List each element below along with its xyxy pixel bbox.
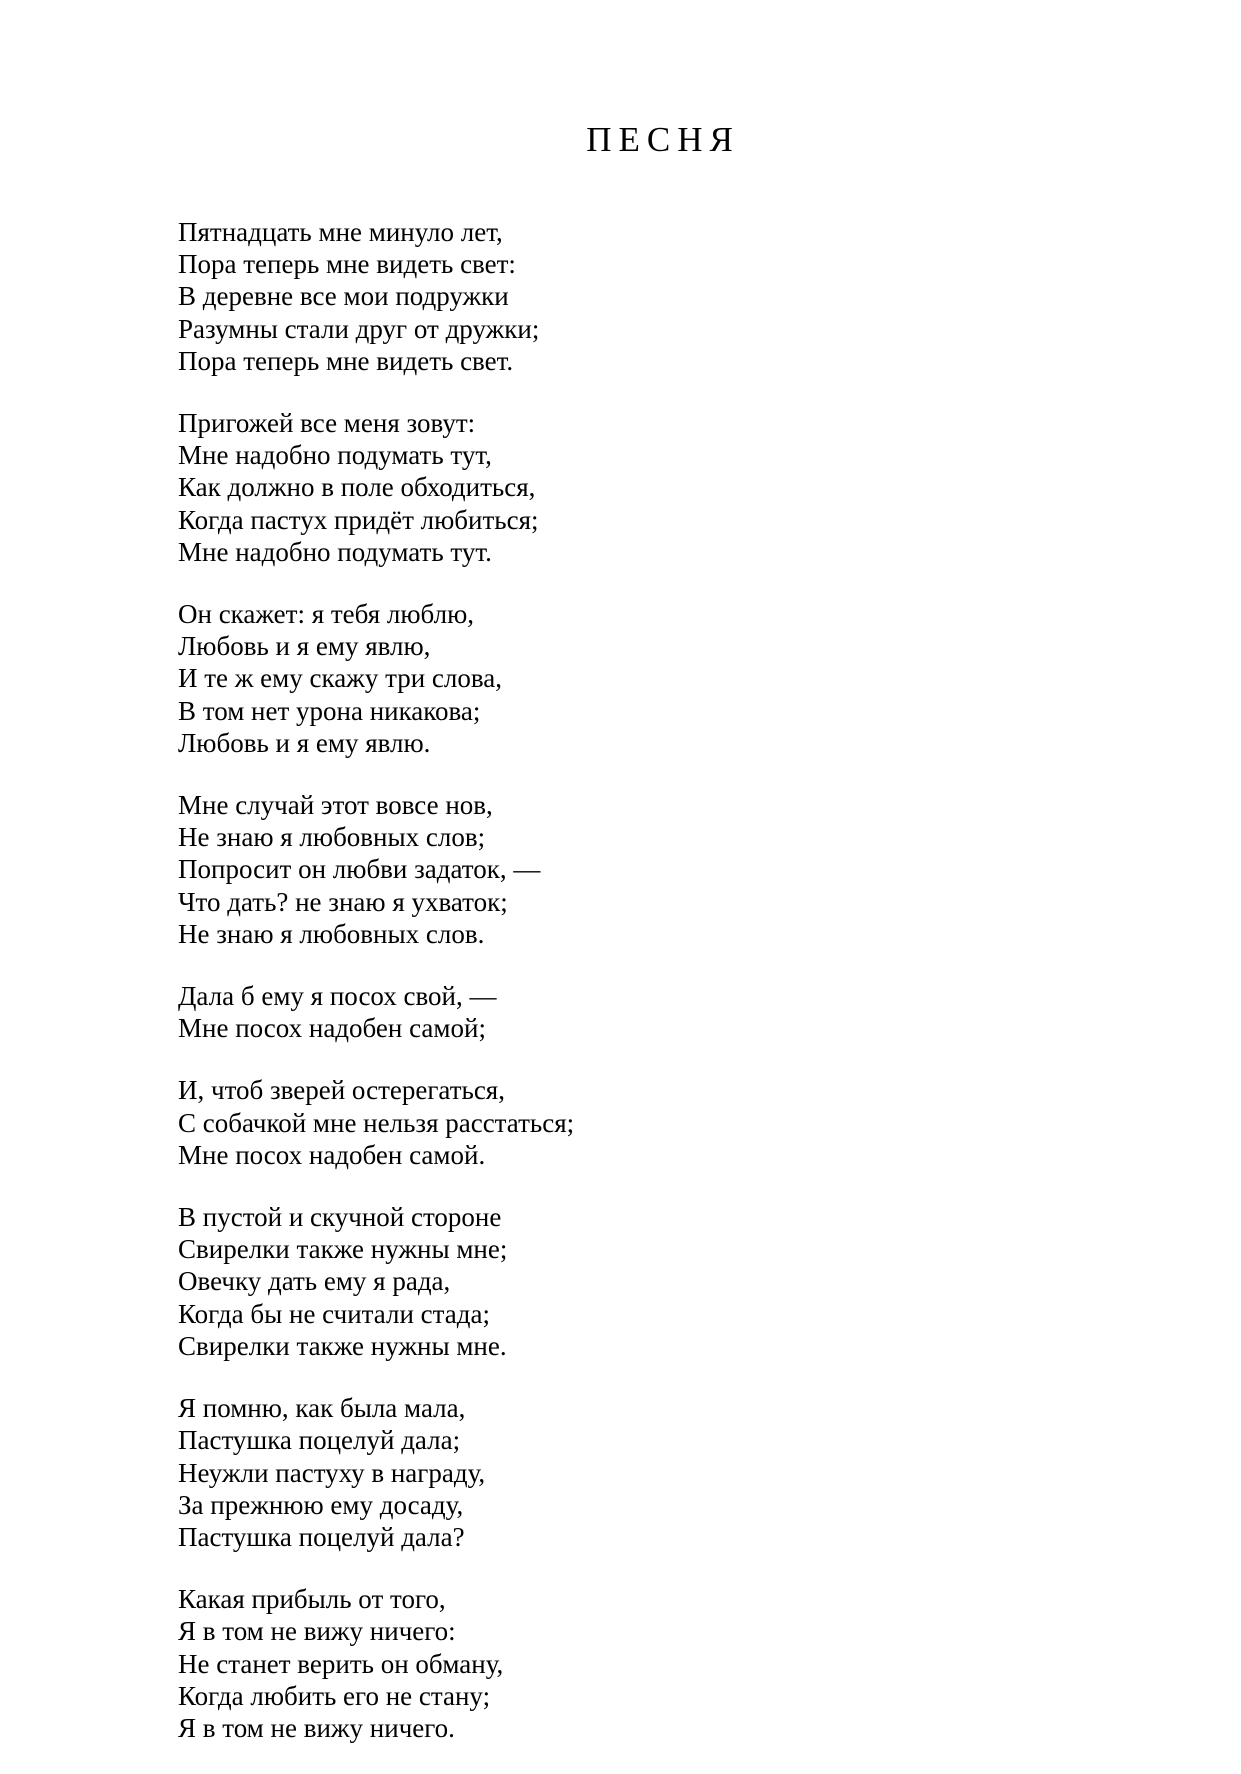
poem-line: С собачкой мне нельзя расстаться; [178,1107,575,1138]
poem-line: В пустой и скучной стороне [178,1202,502,1233]
poem-line: Он скажет: я тебя люблю, [178,599,474,630]
poem-line: Я в том не вижу ничего. [178,1712,455,1743]
poem-line: Пастушка поцелуй дала; [178,1425,461,1456]
poem-line: Не знаю я любовных слов. [178,918,485,949]
poem-line: И те ж ему скажу три слова, [178,663,502,694]
poem-line: Разумны стали друг от дружки; [178,313,540,344]
poem-line: В деревне все мои подружки [178,281,509,312]
poem-line: Овечку дать ему я рада, [178,1266,451,1297]
stanza-5 [178,980,1078,1044]
poem-line: Мне надобно подумать тут. [178,536,492,567]
poem-line: Мне посох надобен самой. [178,1139,486,1170]
poem-line: Дала б ему я посох свой, — [178,981,497,1012]
poem-title: ПЕСНЯ [586,120,740,159]
poem-line: Пастушка поцелуй дала? [178,1521,465,1552]
poem-line: Свирелки также нужны мне; [178,1234,508,1265]
poem-line: Я помню, как была мала, [178,1393,466,1424]
poem-line: Когда бы не считали стада; [178,1298,490,1329]
poem-line: Любовь и я ему явлю, [178,631,431,662]
poem-line: Когда пастух придёт любиться; [178,504,539,535]
poem-line: И, чтоб зверей остерегаться, [178,1075,505,1106]
poem-line: Как должно в поле обходиться, [178,472,536,503]
stanza-2 [178,407,1078,568]
poem-line: Попросит он любви задаток, — [178,854,541,885]
stanza-8 [178,1392,1078,1553]
poem-line: Не знаю я любовных слов; [178,822,486,853]
poem-line: Что дать? не знаю я ухваток; [178,886,508,917]
poem-body [178,216,1078,1774]
poem-line: Пригожей все меня зовут: [178,408,476,439]
poem-line: Я в том не вижу ничего: [178,1616,456,1647]
stanza-6 [178,1074,1078,1171]
poem-line: Неужли пастуху в награду, [178,1457,486,1488]
poem-line: За прежнюю ему досаду, [178,1489,464,1520]
stanza-1 [178,216,1078,377]
poem-line: Любовь и я ему явлю. [178,727,431,758]
stanza-9 [178,1583,1078,1744]
stanza-4 [178,789,1078,950]
poem-line: Когда любить его не стану; [178,1680,491,1711]
poem-line: Свирелки также нужны мне. [178,1330,507,1361]
poem-line: В том нет урона никакова; [178,695,481,726]
poem-line: Мне посох надобен самой; [178,1013,486,1044]
stanza-7 [178,1201,1078,1362]
stanza-3 [178,598,1078,759]
poem-line: Какая прибыль от того, [178,1584,446,1615]
poem-line: Мне случай этот вовсе нов, [178,790,493,821]
poem-line: Пятнадцать мне минуло лет, [178,217,503,247]
poem-line: Не станет верить он обману, [178,1648,504,1679]
poem-line: Пора теперь мне видеть свет: [178,249,516,280]
poem-line: Мне надобно подумать тут, [178,440,492,471]
poem-line: Пора теперь мне видеть свет. [178,345,514,376]
